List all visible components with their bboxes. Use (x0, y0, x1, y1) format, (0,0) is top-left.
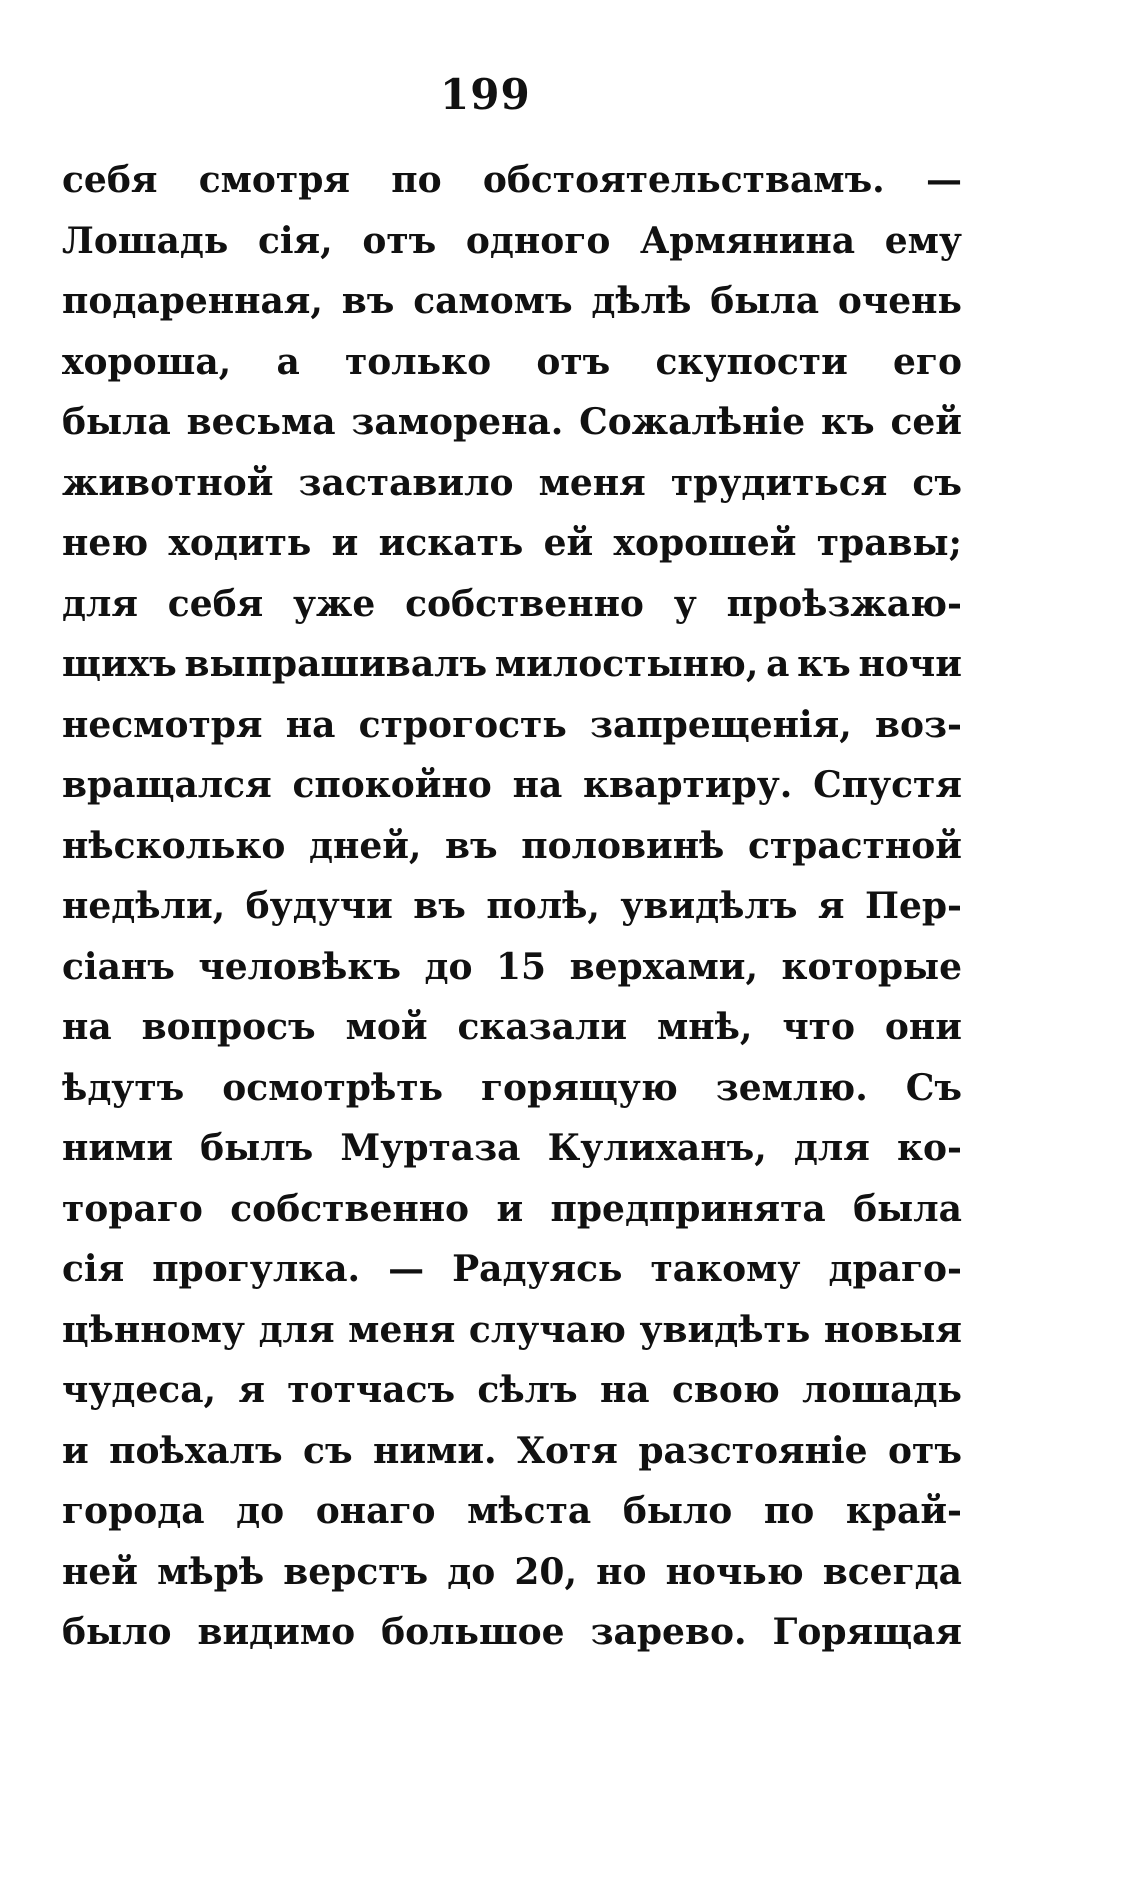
word: цѣнному (62, 1308, 245, 1351)
word: милостыню, (494, 643, 759, 685)
word: осмотрѣть (222, 1066, 444, 1109)
word: Сожалѣніе (579, 401, 806, 443)
word: смотря (198, 159, 350, 201)
word: недѣли, (62, 885, 226, 927)
word: и (62, 1429, 89, 1472)
word: чудеса, (62, 1369, 217, 1411)
word: ей (543, 522, 594, 564)
word: они (884, 1006, 962, 1048)
word: край- (845, 1490, 962, 1532)
word: хорошей (613, 522, 797, 564)
word: для (258, 1308, 335, 1351)
word: но (596, 1550, 647, 1593)
word: мнѣ, (656, 1006, 753, 1048)
word: съ (303, 1429, 353, 1472)
word: нею (62, 522, 149, 564)
word: отъ (362, 219, 437, 262)
word: вопросъ (141, 1006, 316, 1048)
word: дѣлѣ (591, 280, 692, 322)
word: дней, (308, 824, 422, 867)
word: ходить (168, 522, 312, 564)
word: спокойно (292, 764, 492, 806)
word: заставило (298, 461, 514, 504)
word: ко- (897, 1127, 962, 1169)
word: собственно (405, 582, 644, 625)
text-line (62, 755, 962, 816)
word: по (763, 1490, 815, 1532)
text-line (62, 1602, 962, 1663)
word: хороша, (62, 340, 232, 383)
word: мой (345, 1006, 428, 1048)
word: весьма (186, 401, 336, 443)
word: меня (538, 461, 646, 504)
word: искать (378, 522, 524, 564)
word: видимо (197, 1611, 356, 1653)
word: прогулка. (152, 1248, 361, 1290)
word: запрещенія, (590, 703, 852, 746)
word: въ (445, 824, 498, 867)
word: горящую (481, 1066, 678, 1109)
word: была (62, 401, 171, 443)
word: къ (820, 401, 875, 443)
word: Муртаза (340, 1127, 521, 1169)
text-line (62, 816, 962, 877)
word: ему (884, 219, 962, 262)
word: несмотря (62, 703, 263, 746)
word: на (285, 703, 336, 746)
word: на (62, 1006, 112, 1048)
word: предпринята (550, 1187, 826, 1230)
word: половинѣ (521, 824, 725, 867)
word: ночью (665, 1550, 804, 1593)
word: въ (341, 280, 395, 322)
word: что (782, 1006, 855, 1048)
word: заморена. (351, 401, 564, 443)
word: до (236, 1490, 285, 1532)
word: онаго (315, 1490, 436, 1532)
word: сія (62, 1248, 125, 1290)
word: былъ (200, 1127, 314, 1169)
word: отъ (888, 1429, 962, 1472)
word: ночи (858, 643, 962, 685)
word: отъ (536, 340, 611, 383)
word: увидѣть (639, 1308, 811, 1351)
word: человѣкъ (198, 945, 401, 988)
word: большое (381, 1611, 565, 1653)
text-line (62, 634, 962, 695)
word: самомъ (413, 280, 573, 322)
word: 15 (496, 945, 547, 988)
word: была (710, 280, 820, 322)
word: по (391, 159, 442, 201)
word: ѣдутъ (62, 1066, 185, 1109)
word: — (925, 159, 962, 201)
word: землю. (715, 1066, 868, 1109)
word: и (496, 1187, 524, 1230)
word: вращался (62, 764, 272, 806)
word: Горящая (772, 1611, 962, 1653)
text-line (62, 1481, 962, 1542)
word: мѣста (467, 1490, 592, 1532)
text-line (62, 1058, 962, 1119)
word: ними (62, 1127, 174, 1169)
word: сѣлъ (477, 1369, 578, 1411)
word: и (331, 522, 359, 564)
word: Лошадь (62, 219, 229, 262)
text-line (62, 997, 962, 1058)
word: подаренная, (62, 280, 323, 322)
word: нѣсколько (62, 824, 286, 867)
word: сей (890, 401, 962, 443)
word: на (599, 1369, 650, 1411)
word: его (893, 340, 962, 383)
word: увидѣлъ (620, 885, 798, 927)
word: уже (293, 582, 376, 625)
text-line (62, 1421, 962, 1482)
word: Армянина (639, 219, 856, 262)
word: лошадь (802, 1369, 962, 1411)
word: себя (167, 582, 264, 625)
word: для (793, 1127, 870, 1169)
word: ними. (373, 1429, 497, 1472)
word: такому (650, 1248, 801, 1290)
word: Пер- (864, 885, 962, 927)
word: сія, (257, 219, 333, 262)
text-line (62, 392, 962, 453)
word: собственно (230, 1187, 470, 1230)
word: свою (671, 1369, 780, 1411)
word: 20, (514, 1550, 578, 1593)
word: себя (62, 159, 158, 201)
text-line (62, 1179, 962, 1240)
word: строгость (358, 703, 567, 746)
word: будучи (245, 885, 393, 927)
word: разстояніе (638, 1429, 868, 1472)
word: скупости (655, 340, 848, 383)
word: травы; (816, 522, 962, 564)
word: щихъ (62, 643, 177, 685)
word: Кулиханъ, (547, 1127, 767, 1169)
word: проѣзжаю- (726, 582, 962, 625)
word: мѣрѣ (157, 1550, 265, 1593)
word: тотчасъ (287, 1369, 456, 1411)
word: полѣ, (486, 885, 600, 927)
word: Спустя (813, 764, 962, 806)
body-text (62, 150, 962, 1663)
word: у (673, 582, 697, 625)
text-line (62, 1239, 962, 1300)
word: животной (62, 461, 274, 504)
word: одного (465, 219, 611, 262)
word: которые (781, 945, 962, 988)
word: — (388, 1248, 425, 1290)
word: выпрашивалъ (184, 643, 488, 685)
word: случаю (468, 1308, 626, 1351)
word: Съ (905, 1066, 962, 1109)
word: очень (837, 280, 962, 322)
word: Хотя (517, 1429, 618, 1472)
text-line (62, 876, 962, 937)
word: я (817, 885, 845, 927)
word: до (447, 1550, 496, 1593)
word: обстоятельствамъ. (482, 159, 885, 201)
text-line (62, 211, 962, 272)
word: верстъ (283, 1550, 429, 1593)
text-line (62, 574, 962, 635)
word: только (344, 340, 492, 383)
word: ней (62, 1550, 138, 1593)
word: а (766, 643, 790, 685)
word: драго- (828, 1248, 962, 1290)
text-line (62, 513, 962, 574)
word: съ (912, 461, 962, 504)
word: было (62, 1611, 172, 1653)
text-line (62, 937, 962, 998)
word: новыя (823, 1308, 962, 1351)
text-line (62, 1542, 962, 1603)
text-line (62, 1118, 962, 1179)
text-line (62, 271, 962, 332)
text-line (62, 453, 962, 514)
word: страстной (747, 824, 962, 867)
word: на (512, 764, 563, 806)
text-line (62, 1300, 962, 1361)
word: поѣхалъ (109, 1429, 283, 1472)
word: квартиру. (583, 764, 793, 806)
word: а (276, 340, 300, 383)
text-line (62, 1360, 962, 1421)
text-line (62, 332, 962, 393)
word: всегда (822, 1550, 962, 1593)
text-line (62, 695, 962, 756)
word: было (622, 1490, 733, 1532)
word: зарево. (590, 1611, 747, 1653)
word: тораго (62, 1187, 203, 1230)
word: была (853, 1187, 962, 1230)
text-line (62, 150, 962, 211)
word: сказали (457, 1006, 628, 1048)
word: верхами, (569, 945, 758, 988)
word: я (238, 1369, 265, 1411)
page-number: 199 (440, 70, 531, 119)
word: до (424, 945, 473, 988)
word: трудиться (670, 461, 888, 504)
word: Радуясь (452, 1248, 623, 1290)
word: въ (413, 885, 466, 927)
word: къ (797, 643, 851, 685)
word: воз- (875, 703, 962, 746)
word: для (62, 582, 138, 625)
word: меня (348, 1308, 456, 1351)
word: сіанъ (62, 945, 175, 988)
word: города (62, 1490, 205, 1532)
